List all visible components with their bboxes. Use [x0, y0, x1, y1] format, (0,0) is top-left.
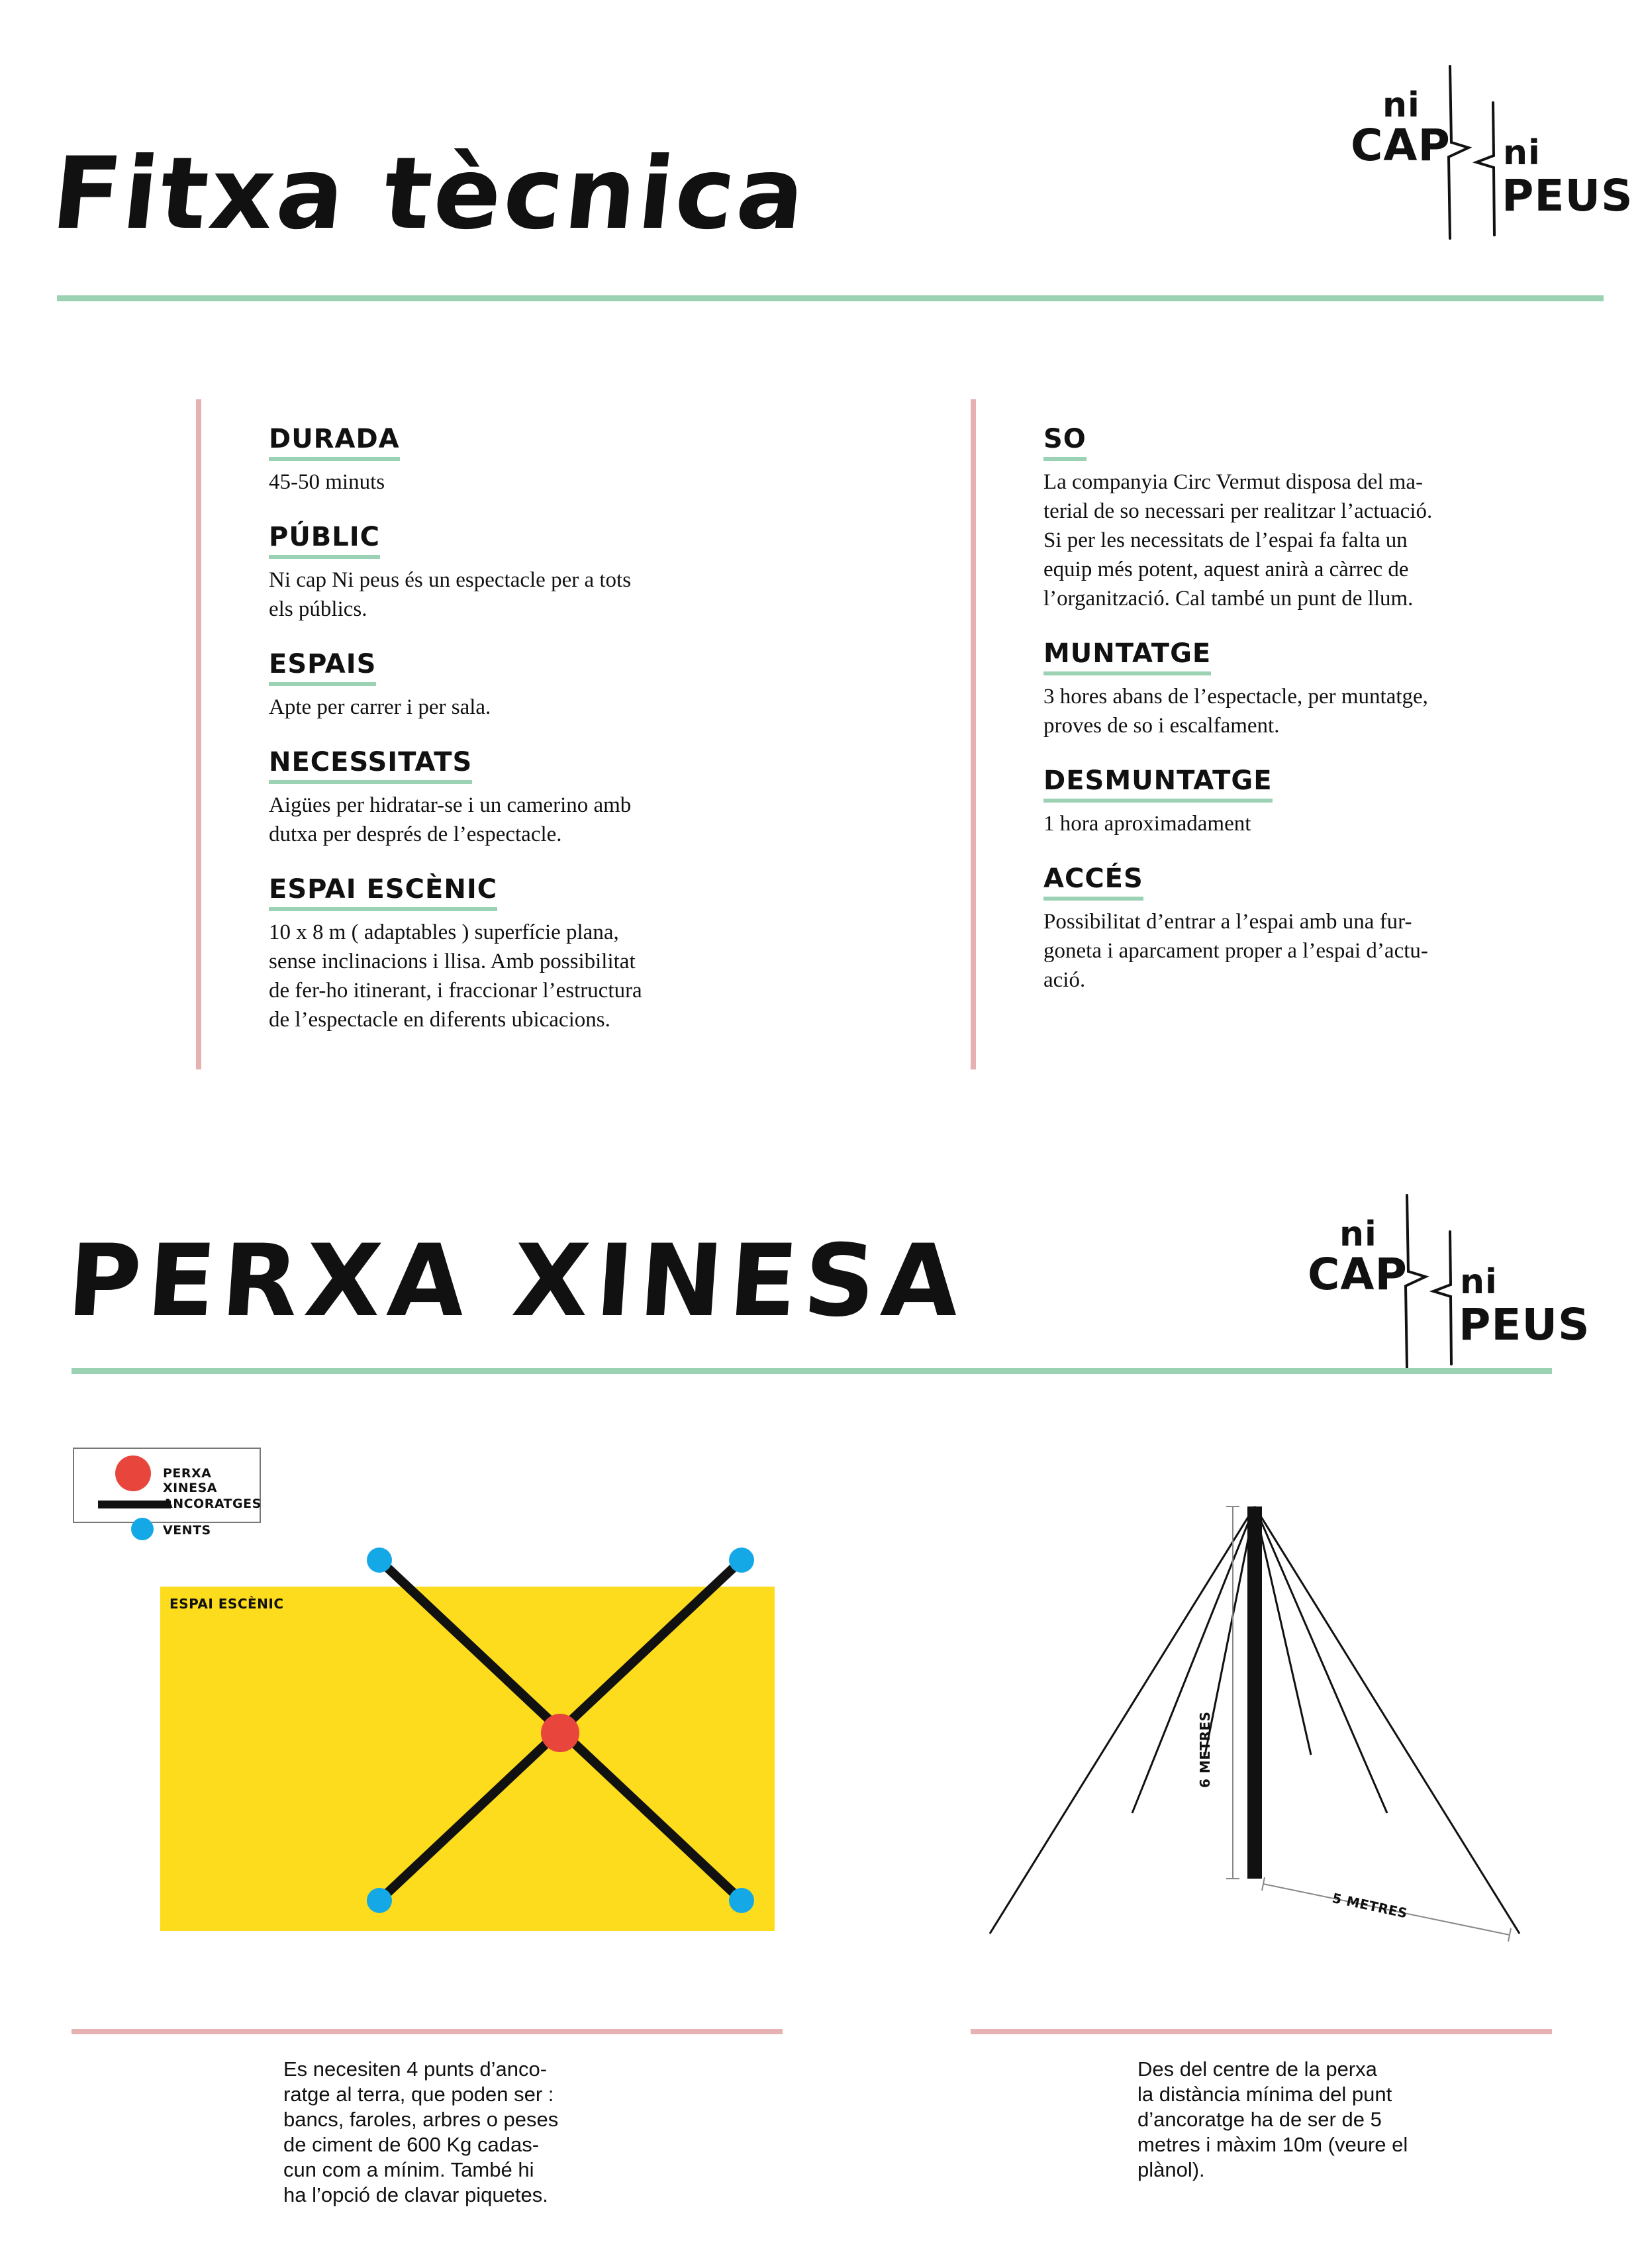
wind-point: [729, 1548, 754, 1573]
spec-body: 10 x 8 m ( adaptables ) superfície plana, sense inclinacions i llisa. Amb possibilitat de fer-ho itinerant, i fraccionar l’estructura de l’espectacle en diferents ubicacions.: [269, 920, 642, 1032]
caption-rule-right: [971, 2029, 1552, 2034]
caption-rule-left: [72, 2029, 783, 2034]
logo-ni: ni: [1339, 1214, 1377, 1254]
legend-anchor-label: ANCORATGES: [163, 1497, 262, 1511]
page-title: Fitxa tècnica: [46, 136, 813, 252]
stage-label: ESPAI ESCÈNIC: [169, 1596, 284, 1612]
spec-heading: ESPAIS: [269, 649, 376, 686]
spec-body: Possibilitat d’entrar a l’espai amb una fur- goneta i aparcament proper a l’espai d’actu- ació.: [1043, 910, 1428, 992]
spec-heading: DURADA: [269, 424, 400, 461]
caption-left: Es necesiten 4 punts d’anco- ratge al terra, que poden ser : bancs, faroles, arbres o peses de ciment de 600 Kg cadas- cun com a mínim. També hi ha l’opció de clavar piquetes.: [283, 2057, 559, 2206]
logo-ni: ni: [1460, 1262, 1498, 1302]
wind-point: [729, 1888, 754, 1913]
logo-peus: PEUS: [1459, 1299, 1590, 1350]
logo-ni: ni: [1503, 133, 1541, 173]
spec-heading: ACCÉS: [1043, 863, 1143, 901]
pole-point: [541, 1714, 579, 1752]
spec-heading: PÚBLIC: [269, 522, 380, 559]
spec-heading: DESMUNTATGE: [1043, 765, 1273, 803]
wind-point: [367, 1548, 392, 1573]
legend-wind-label: VENTS: [163, 1523, 211, 1538]
spec-body: 1 hora aproximadament: [1043, 812, 1251, 836]
spec-body: Ni cap Ni peus és un espectacle per a tots els públics.: [269, 568, 632, 621]
guy-line: [1255, 1506, 1520, 1934]
section-title: PERXA XINESA: [64, 1224, 970, 1339]
elevation-diagram: [980, 1490, 1536, 1947]
guy-line: [1132, 1506, 1255, 1813]
legend-pole-label: PERXA XINESA: [163, 1466, 217, 1495]
guy-line: [1255, 1506, 1387, 1813]
pole: [1247, 1506, 1262, 1879]
guy-line: [990, 1506, 1255, 1934]
logo-cap: CAP: [1351, 120, 1451, 171]
logo-peus: PEUS: [1502, 170, 1633, 221]
guy-line: [1255, 1506, 1311, 1755]
spec-body: 45-50 minuts: [269, 470, 385, 494]
spec-body: Apte per carrer i per sala.: [269, 695, 491, 719]
spec-body: 3 hores abans de l’espectacle, per muntatge, proves de so i escalfament.: [1043, 685, 1428, 738]
spec-heading: ESPAI ESCÈNIC: [269, 874, 497, 911]
spec-heading: SO: [1043, 424, 1087, 461]
logo-ni: ni: [1382, 85, 1420, 125]
caption-right: Des del centre de la perxa la distància mínima del punt d’ancoratge ha de ser de 5 metres i màxim 10m (veure el plànol).: [1137, 2057, 1408, 2181]
spec-heading: MUNTATGE: [1043, 638, 1211, 675]
spec-body: La companyia Circ Vermut disposa del ma- terial de so necessari per realitzar l’actuació. Si per les necessitats de l’espai fa falta un equip més potent, aquest anirà a càrrec de l’organització. Cal també un punt de llum.: [1043, 470, 1433, 611]
logo-cap: CAP: [1308, 1249, 1408, 1300]
height-label: 6 METRES: [1197, 1711, 1213, 1788]
spec-body: Aigües per hidratar-se i un camerino amb dutxa per després de l’espectacle.: [269, 793, 632, 846]
wind-point: [367, 1888, 392, 1913]
distance-label: 5 METRES: [1331, 1890, 1410, 1922]
spec-heading: NECESSITATS: [269, 747, 472, 784]
